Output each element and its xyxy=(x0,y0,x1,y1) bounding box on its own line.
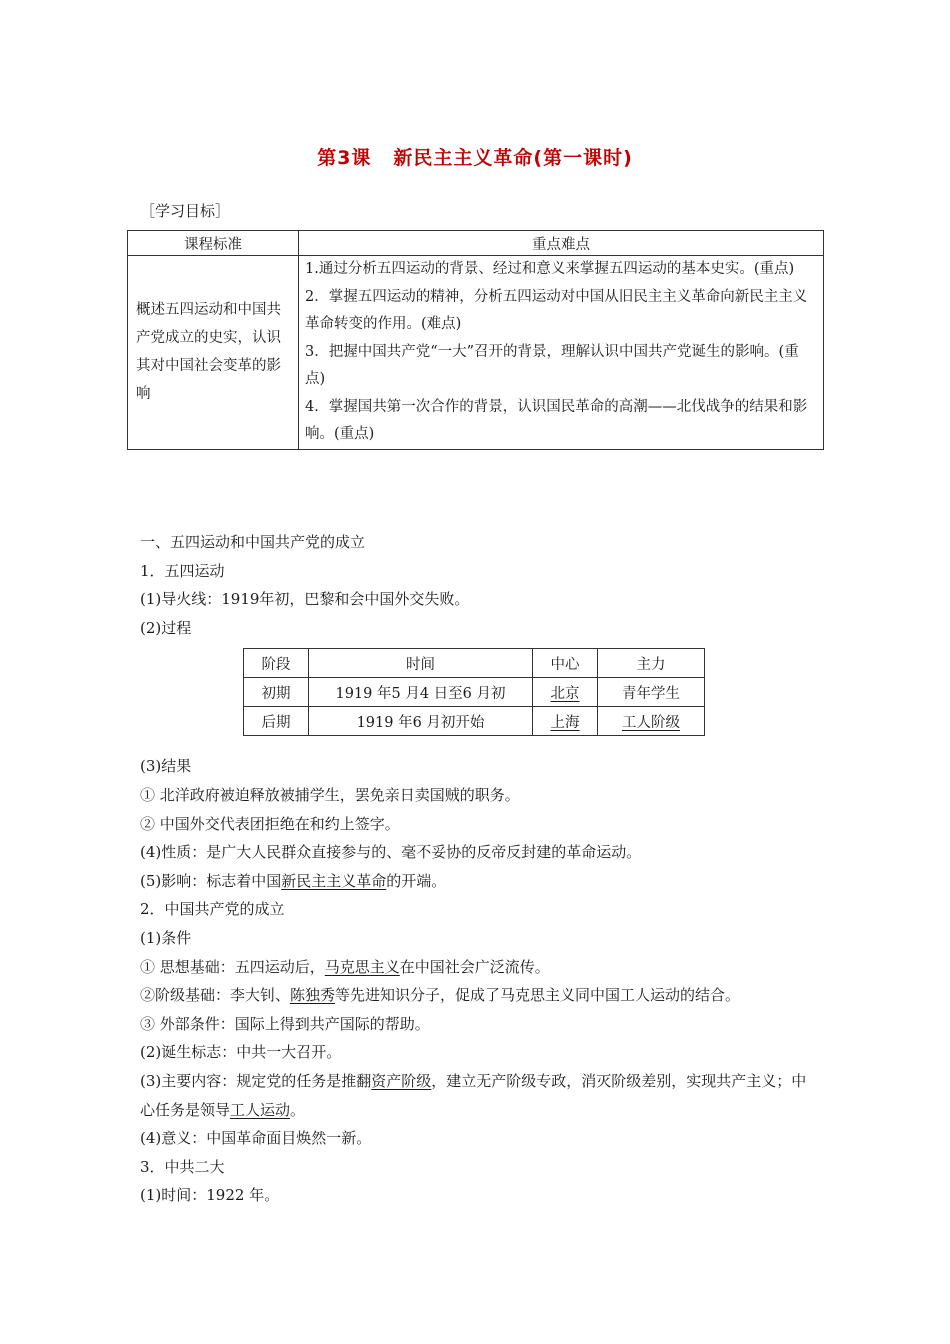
page-title xyxy=(0,143,950,170)
lesson-number: 第3课 xyxy=(317,147,372,169)
section-label: ［学习目标］ xyxy=(140,202,231,220)
condition-item: ① 思想基础：五四运动后，马克思主义在中国社会广泛流传。 xyxy=(140,957,550,976)
key-point: 3．把握中国共产党“一大”召开的背景，理解认识中国共产党诞生的影响。(重点) xyxy=(305,343,799,387)
fuse-text: (1)导火线：1919年初，巴黎和会中国外交失败。 xyxy=(140,590,470,609)
condition-label: (1)条件 xyxy=(140,928,192,947)
table-cell: 北京 xyxy=(533,678,598,707)
objectives-table xyxy=(127,230,824,450)
main-content xyxy=(140,528,820,1210)
birth-text: (2)诞生标志：中共一大召开。 xyxy=(140,1043,342,1062)
process-header: 时间 xyxy=(309,649,533,678)
result-item: ② 中国外交代表团拒绝在和约上签字。 xyxy=(140,814,400,833)
header-standard: 课程标准 xyxy=(128,231,299,256)
impact-text: (5)影响：标志着中国新民主主义革命的开端。 xyxy=(140,871,447,890)
process-header: 主力 xyxy=(598,649,705,678)
lesson-title: 新民主主义革命(第一课时) xyxy=(393,147,633,169)
condition-item: ②阶级基础：李大钊、陈独秀等先进知识分子，促成了马克思主义同中国工人运动的结合。 xyxy=(140,986,741,1005)
table-cell: 1919 年6 月初开始 xyxy=(309,707,533,736)
key-points xyxy=(299,256,824,450)
subsection-heading: 1．五四运动 xyxy=(140,561,225,580)
result-item: ① 北洋政府被迫释放被捕学生，罢免亲日卖国贼的职务。 xyxy=(140,785,520,804)
process-header: 阶段 xyxy=(244,649,309,678)
table-cell: 1919 年5 月4 日至6 月初 xyxy=(309,678,533,707)
meaning-text: (4)意义：中国革命面目焕然一新。 xyxy=(140,1129,372,1148)
key-point: 4．掌握国共第一次合作的背景，认识国民革命的高潮——北伐战争的结果和影响。(重点) xyxy=(305,398,808,442)
subsection-heading: 2．中国共产党的成立 xyxy=(140,900,285,919)
table-cell: 青年学生 xyxy=(598,678,705,707)
content-text: (3)主要内容：规定党的任务是推翻资产阶级，建立无产阶级专政，消灭阶级差别，实现共产主义；中心任务是领导工人运动。 xyxy=(140,1071,807,1119)
key-point: 1.通过分析五四运动的背景、经过和意义来掌握五四运动的基本史实。(重点) xyxy=(305,261,795,277)
table-row xyxy=(244,707,705,736)
table-cell: 后期 xyxy=(244,707,309,736)
result-label: (3)结果 xyxy=(140,757,192,776)
condition-item: ③ 外部条件：国际上得到共产国际的帮助。 xyxy=(140,1014,430,1033)
process-table xyxy=(243,648,705,736)
table-cell: 初期 xyxy=(244,678,309,707)
section-heading: 一、五四运动和中国共产党的成立 xyxy=(140,533,366,551)
course-standard: 概述五四运动和中国共产党成立的史实，认识其对中国社会变革的影响 xyxy=(128,256,299,450)
process-label: (2)过程 xyxy=(140,618,192,637)
table-row xyxy=(244,678,705,707)
time-text: (1)时间：1922 年。 xyxy=(140,1186,280,1205)
table-cell: 上海 xyxy=(533,707,598,736)
nature-text: (4)性质：是广大人民群众直接参与的、毫不妥协的反帝反封建的革命运动。 xyxy=(140,843,642,862)
subsection-heading: 3．中共二大 xyxy=(140,1157,225,1176)
key-point: 2．掌握五四运动的精神，分析五四运动对中国从旧民主主义革命向新民主主义革命转变的作用。(难点) xyxy=(305,288,808,332)
process-header: 中心 xyxy=(533,649,598,678)
header-points: 重点难点 xyxy=(299,231,824,256)
table-cell: 工人阶级 xyxy=(598,707,705,736)
